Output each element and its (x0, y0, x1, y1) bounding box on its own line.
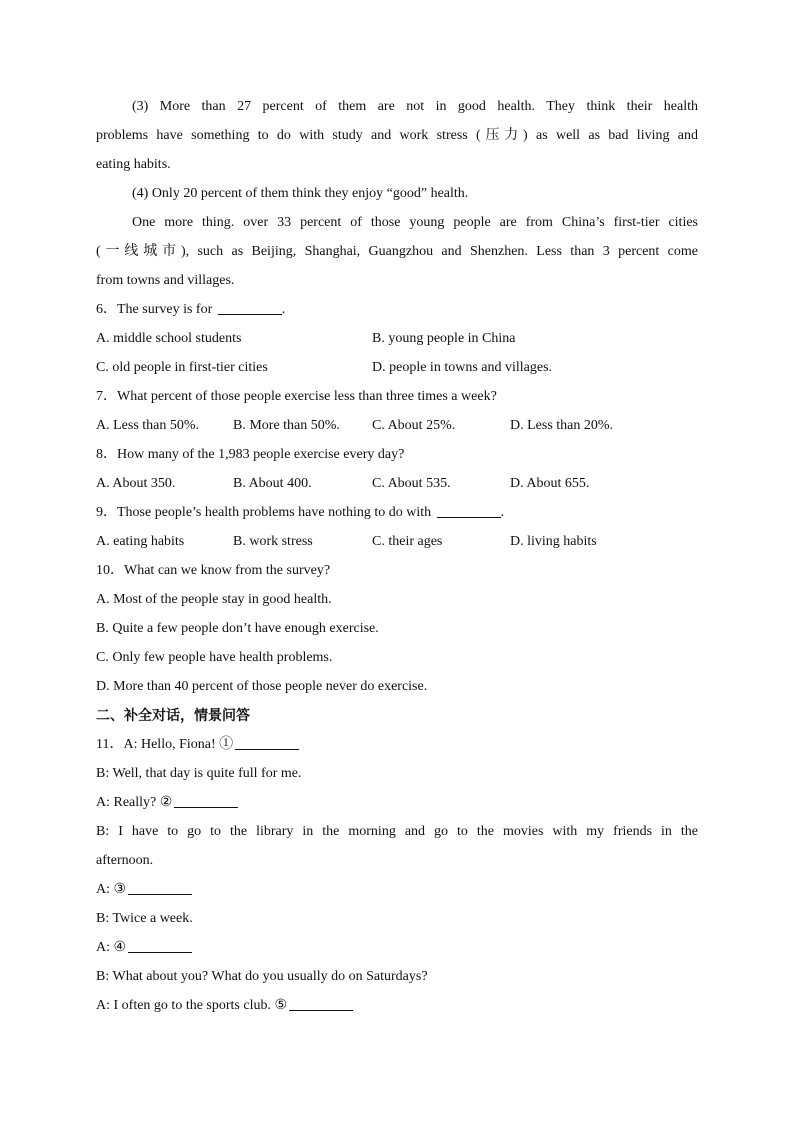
question-9 (96, 498, 698, 556)
passage-paragraph-5-line-2: (一线城市), such as Beijing, Shanghai, Guangzhou and Shenzhen. Less than 3 percent come (96, 244, 698, 259)
option-c[interactable]: C. About 25%. (372, 418, 456, 433)
dialogue-line-5: afternoon. (96, 853, 154, 868)
option-d[interactable]: D. More than 40 percent of those people never do exercise. (96, 679, 428, 694)
option-b[interactable]: B. work stress (233, 534, 313, 549)
passage-paragraph-3-line-2: problems have something to do with study and work stress (压力) as well as bad living and (96, 128, 698, 143)
answer-blank[interactable] (128, 938, 192, 953)
passage-paragraph-3-line-3: eating habits. (96, 157, 171, 172)
dialogue-line-3: A: Really? ② (96, 788, 698, 817)
question-stem: 8．How many of the 1,983 people exercise every day? (96, 447, 405, 462)
option-d[interactable]: D. living habits (510, 534, 597, 549)
dialogue-line-4: B: I have to go to the library in the morning and go to the movies with my friends in the (96, 824, 698, 839)
question-stem: 7．What percent of those people exercise less than three times a week? (96, 389, 497, 404)
dialogue (96, 730, 698, 1020)
option-row (96, 353, 698, 382)
dialogue-line-9: B: What about you? What do you usually do on Saturdays? (96, 969, 428, 984)
option-b[interactable]: B. About 400. (233, 476, 312, 491)
passage (96, 92, 698, 295)
option-row (96, 411, 698, 440)
dialogue-line-2: B: Well, that day is quite full for me. (96, 766, 302, 781)
question-7 (96, 382, 698, 440)
option-b[interactable]: B. More than 50%. (233, 418, 340, 433)
option-d[interactable]: D. Less than 20%. (510, 418, 614, 433)
answer-blank[interactable] (174, 793, 238, 808)
question-6 (96, 295, 698, 382)
question-10 (96, 556, 698, 701)
option-row (96, 527, 698, 556)
answer-blank[interactable] (128, 880, 192, 895)
option-c[interactable]: C. old people in first-tier cities (96, 360, 268, 375)
dialogue-line-1: 11．A: Hello, Fiona! ① (96, 730, 698, 759)
answer-blank[interactable] (437, 503, 501, 518)
section-heading: 二、补全对话，情景问答 (96, 708, 250, 724)
option-row (96, 324, 698, 353)
question-8 (96, 440, 698, 498)
dialogue-line-10: A: I often go to the sports club. ⑤ (96, 991, 698, 1020)
passage-paragraph-5-line-3: from towns and villages. (96, 273, 235, 288)
question-stem: 10．What can we know from the survey? (96, 563, 331, 578)
passage-paragraph-4: (4) Only 20 percent of them think they enjoy “good” health. (132, 186, 469, 201)
option-a[interactable]: A. Most of the people stay in good health. (96, 592, 332, 607)
passage-paragraph-3-line-1: (3) More than 27 percent of them are not in good health. They think their health (132, 99, 698, 114)
passage-paragraph-5-line-1: One more thing. over 33 percent of those young people are from China’s first-tier cities (132, 215, 698, 230)
option-d[interactable]: D. About 655. (510, 476, 590, 491)
option-c[interactable]: C. About 535. (372, 476, 451, 491)
option-a[interactable]: A. Less than 50%. (96, 418, 200, 433)
answer-blank[interactable] (289, 996, 353, 1011)
option-row (96, 469, 698, 498)
dialogue-line-6: A: ③ (96, 875, 698, 904)
option-a[interactable]: A. eating habits (96, 534, 185, 549)
option-c[interactable]: C. their ages (372, 534, 443, 549)
option-c[interactable]: C. Only few people have health problems. (96, 650, 333, 665)
document-page (96, 92, 698, 1020)
dialogue-line-7: B: Twice a week. (96, 911, 193, 926)
dialogue-line-8: A: ④ (96, 933, 698, 962)
question-stem: 9．Those people’s health problems have nothing to do with . (96, 505, 505, 520)
option-a[interactable]: A. middle school students (96, 331, 242, 346)
option-b[interactable]: B. Quite a few people don’t have enough exercise. (96, 621, 379, 636)
answer-blank[interactable] (218, 300, 282, 315)
option-a[interactable]: A. About 350. (96, 476, 176, 491)
option-d[interactable]: D. people in towns and villages. (372, 360, 553, 375)
option-b[interactable]: B. young people in China (372, 331, 516, 346)
answer-blank[interactable] (235, 735, 299, 750)
question-stem: 6．The survey is for . (96, 302, 286, 317)
